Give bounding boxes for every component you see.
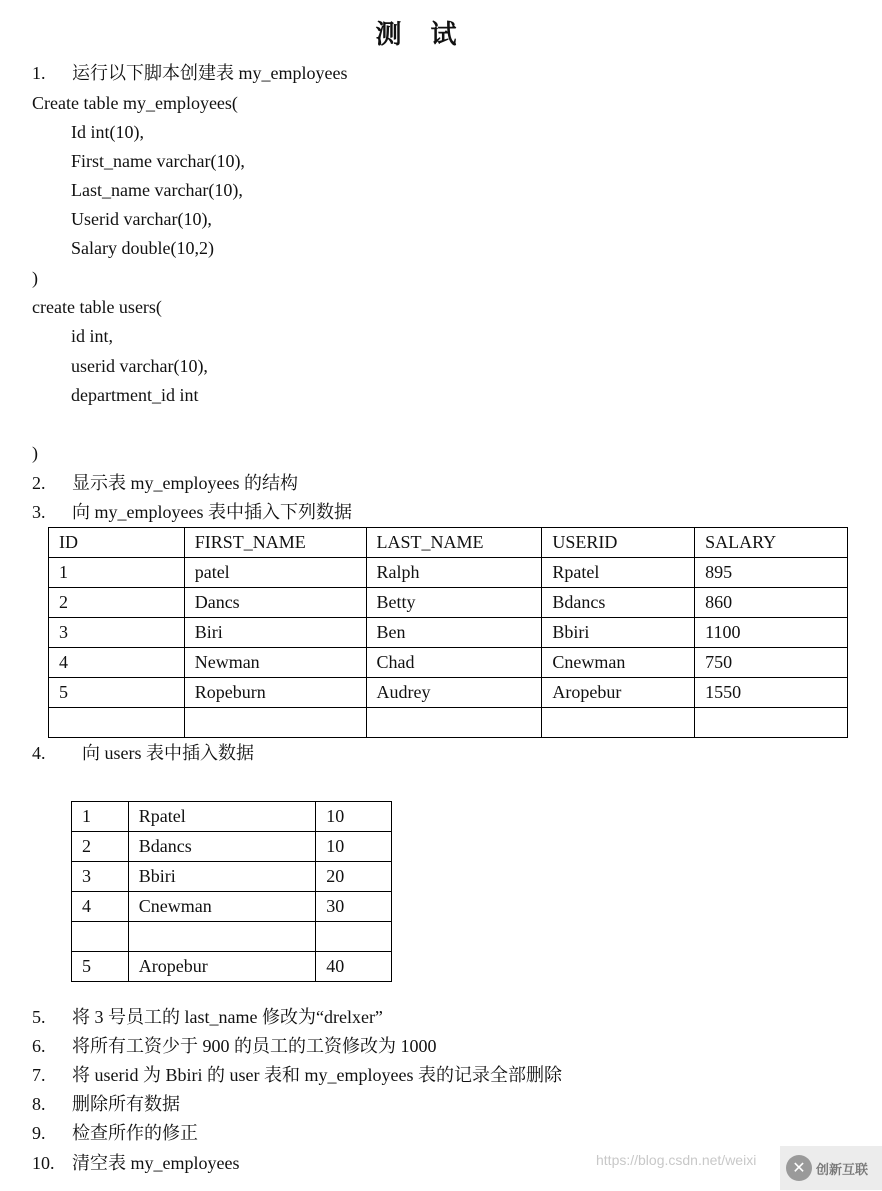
table-cell: Newman xyxy=(184,648,366,678)
item-text: 删除所有数据 xyxy=(72,1094,180,1114)
item-text: 将 userid 为 Bbiri 的 user 表和 my_employees 表的记录全部删除 xyxy=(72,1065,562,1085)
table-cell: Aropebur xyxy=(128,952,315,982)
table-cell: Bdancs xyxy=(542,588,695,618)
code-line: Create table my_employees( xyxy=(32,93,238,113)
item-text: 清空表 my_employees xyxy=(72,1153,240,1173)
table-cell: 2 xyxy=(49,588,185,618)
code-line: ) xyxy=(32,268,38,288)
table-cell: 40 xyxy=(316,952,392,982)
table-cell: 4 xyxy=(72,892,129,922)
brand-logo xyxy=(780,1146,882,1190)
table-cell: Chad xyxy=(366,648,542,678)
table-cell: Aropebur xyxy=(542,678,695,708)
table-row xyxy=(72,832,392,862)
users-table xyxy=(71,801,392,982)
table-cell: 4 xyxy=(49,648,185,678)
table-cell xyxy=(72,922,129,952)
item-number: 9. xyxy=(32,1123,46,1143)
table-row xyxy=(49,618,848,648)
table-header-row xyxy=(49,528,848,558)
table-cell xyxy=(184,708,366,738)
table-cell: Rpatel xyxy=(128,802,315,832)
table-cell xyxy=(366,708,542,738)
table-cell: Bbiri xyxy=(542,618,695,648)
table-cell xyxy=(542,708,695,738)
logo-x-icon: ✕ xyxy=(786,1155,812,1181)
table-row xyxy=(49,648,848,678)
table-cell: 1 xyxy=(49,558,185,588)
table-row xyxy=(72,892,392,922)
table-row-empty xyxy=(72,922,392,952)
table-row xyxy=(72,952,392,982)
table-cell: 10 xyxy=(316,802,392,832)
table-row xyxy=(49,678,848,708)
table-cell: 1550 xyxy=(695,678,848,708)
table-cell: Bdancs xyxy=(128,832,315,862)
header-cell: ID xyxy=(49,528,185,558)
code-line: Salary double(10,2) xyxy=(71,238,214,258)
table-cell: 5 xyxy=(72,952,129,982)
table-cell: 2 xyxy=(72,832,129,862)
header-cell: LAST_NAME xyxy=(366,528,542,558)
table-cell: Audrey xyxy=(366,678,542,708)
item-number: 1. xyxy=(32,63,46,83)
table-cell xyxy=(128,922,315,952)
code-line: ) xyxy=(32,443,38,463)
header-cell: USERID xyxy=(542,528,695,558)
watermark-url: https://blog.csdn.net/weixi xyxy=(596,1152,757,1168)
table-cell: 3 xyxy=(49,618,185,648)
item-text: 运行以下脚本创建表 my_employees xyxy=(72,63,348,83)
item-number: 2. xyxy=(32,473,46,493)
code-line: userid varchar(10), xyxy=(71,356,208,376)
table-cell: Ben xyxy=(366,618,542,648)
table-row xyxy=(72,862,392,892)
table-cell: 860 xyxy=(695,588,848,618)
item-number: 10. xyxy=(32,1153,55,1173)
table-cell: Cnewman xyxy=(542,648,695,678)
item-number: 4. xyxy=(32,743,46,763)
code-line: Id int(10), xyxy=(71,122,144,142)
table-cell: 1100 xyxy=(695,618,848,648)
table-cell: 20 xyxy=(316,862,392,892)
table-cell: 895 xyxy=(695,558,848,588)
item-text: 向 my_employees 表中插入下列数据 xyxy=(72,502,352,522)
table-cell: 1 xyxy=(72,802,129,832)
table-cell: 5 xyxy=(49,678,185,708)
table-cell: Ralph xyxy=(366,558,542,588)
code-line: create table users( xyxy=(32,297,162,317)
table-row xyxy=(49,558,848,588)
item-text: 显示表 my_employees 的结构 xyxy=(72,473,298,493)
code-line: id int, xyxy=(71,326,114,346)
item-number: 3. xyxy=(32,502,46,522)
table-cell: Betty xyxy=(366,588,542,618)
table-cell: 750 xyxy=(695,648,848,678)
code-line: Userid varchar(10), xyxy=(71,209,212,229)
item-text: 检查所作的修正 xyxy=(72,1123,198,1143)
item-number: 6. xyxy=(32,1036,46,1056)
item-text: 将 3 号员工的 last_name 修改为“drelxer” xyxy=(72,1007,383,1027)
table-cell xyxy=(49,708,185,738)
table-cell xyxy=(316,922,392,952)
table-cell: 10 xyxy=(316,832,392,862)
table-row-empty xyxy=(49,708,848,738)
table-cell: Ropeburn xyxy=(184,678,366,708)
table-cell xyxy=(695,708,848,738)
item-text: 将所有工资少于 900 的员工的工资修改为 1000 xyxy=(72,1036,437,1056)
item-text: 向 users 表中插入数据 xyxy=(82,743,254,763)
table-cell: 30 xyxy=(316,892,392,922)
code-line: Last_name varchar(10), xyxy=(71,180,243,200)
item-number: 5. xyxy=(32,1007,46,1027)
code-line: department_id int xyxy=(71,385,199,405)
table-cell: 3 xyxy=(72,862,129,892)
table-row xyxy=(49,588,848,618)
employees-table xyxy=(48,527,848,738)
header-cell: SALARY xyxy=(695,528,848,558)
logo-text: 创新互联 xyxy=(816,1162,869,1178)
header-cell: FIRST_NAME xyxy=(184,528,366,558)
table-cell: Biri xyxy=(184,618,366,648)
code-line: First_name varchar(10), xyxy=(71,151,245,171)
table-cell: Dancs xyxy=(184,588,366,618)
table-row xyxy=(72,802,392,832)
item-number: 7. xyxy=(32,1065,46,1085)
table-cell: Rpatel xyxy=(542,558,695,588)
table-cell: Cnewman xyxy=(128,892,315,922)
table-cell: Bbiri xyxy=(128,862,315,892)
table-cell: patel xyxy=(184,558,366,588)
page-title: 测 试 xyxy=(375,20,467,50)
item-number: 8. xyxy=(32,1094,46,1114)
